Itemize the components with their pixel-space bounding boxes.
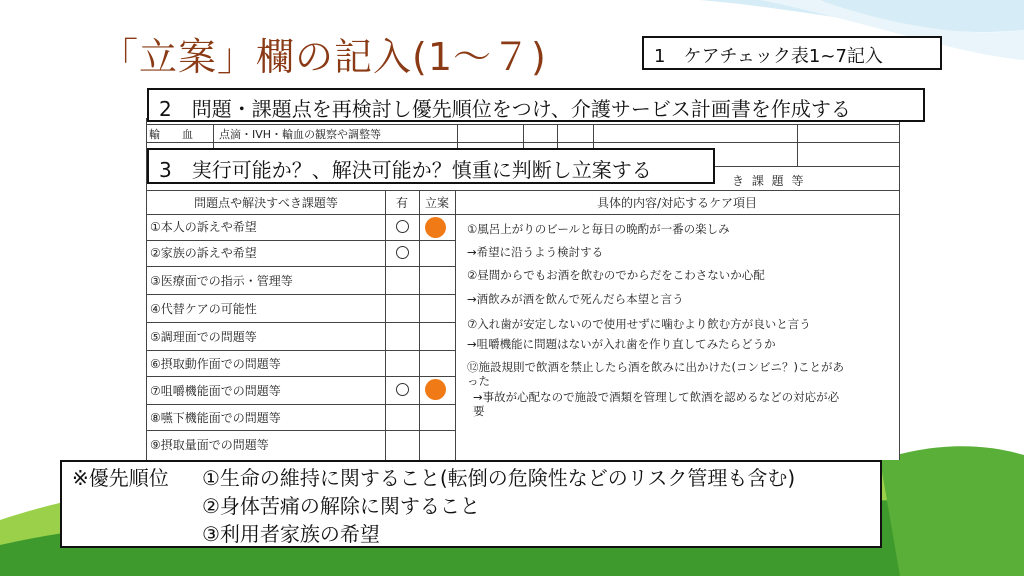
sheet-rule: [419, 190, 420, 460]
plan-dot: [425, 379, 446, 400]
priority-item: ②身体苦痛の解除に関すること: [202, 494, 480, 518]
issue-row-label: ②家族の訴えや希望: [150, 246, 257, 260]
slide-title: 「立案」欄の記入(1～７): [100, 35, 547, 79]
plan-dot: [425, 217, 446, 238]
row-divider: [147, 240, 455, 241]
row-divider: [147, 350, 455, 351]
row-divider: [147, 404, 455, 405]
priority-row: [72, 492, 870, 520]
priority-indent: [72, 520, 202, 548]
priority-item: ①生命の維持に関すること(転倒の危険性などのリスク管理も含む): [202, 466, 796, 490]
row-divider: [147, 430, 455, 431]
priority-row: [72, 520, 870, 548]
present-mark: [396, 220, 409, 233]
step3-callout: 3 実行可能か？、解決可能か？慎重に判断し立案する: [147, 148, 715, 184]
content-line: →希望に沿うよう検討する: [467, 245, 604, 259]
content-line: ①風呂上がりのビールと毎日の晩酌が一番の楽しみ: [467, 222, 730, 236]
content-line: ⑫施設規則で飲酒を禁止したら酒を飲みに出かけた(コンビニ？)ことがあった: [467, 360, 844, 388]
sheet-rule: [147, 190, 899, 191]
pre-row-text: 点滴・IVH・輸血の観察や調整等: [219, 128, 382, 141]
issue-row-label: ⑦咀嚼機能面での問題等: [150, 384, 281, 398]
col-header-plan: 立案: [424, 196, 449, 210]
step2-callout: 2 問題・課題点を再検討し優先順位をつけ、介護サービス計画書を作成する: [147, 88, 925, 122]
sheet-rule: [385, 190, 386, 460]
sheet-rule: [455, 190, 456, 460]
issue-row-label: ④代替ケアの可能性: [150, 302, 257, 316]
row-divider: [147, 294, 455, 295]
sheet-rule: [147, 214, 899, 215]
priority-indent: [72, 492, 202, 520]
row-divider: [147, 266, 455, 267]
col-header-issue: 問題点や解決すべき課題等: [194, 196, 338, 210]
col-header-present: 有: [395, 196, 408, 210]
priority-row: [72, 464, 870, 492]
present-mark: [396, 383, 409, 396]
step1-callout: 1 ケアチェック表1~7記入: [642, 36, 942, 70]
content-line: ②昼間からでもお酒を飲むのでからだをこわさないか心配: [467, 268, 765, 282]
issue-row-label: ⑤調理面での問題等: [150, 330, 257, 344]
partial-header: き 課 題 等: [732, 174, 806, 188]
priority-label: ※優先順位: [72, 466, 169, 490]
issue-row-label: ⑥摂取動作面での問題等: [150, 357, 281, 371]
content-line: →酒飲みが酒を飲んで死んだら本望と言う: [467, 292, 684, 306]
row-divider: [147, 322, 455, 323]
issue-row-label: ⑨摂取量面での問題等: [150, 438, 269, 452]
issue-row-label: ①本人の訴えや希望: [150, 220, 257, 234]
content-line: →咀嚼機能に問題はないが入れ歯を作り直してみたらどうか: [467, 337, 776, 351]
priority-box: [60, 460, 882, 548]
issue-row-label: ⑧嚥下機能面での問題等: [150, 411, 281, 425]
sheet-rule: [147, 142, 899, 143]
row-divider: [147, 376, 455, 377]
pre-row-label: 輸 血: [149, 128, 193, 141]
issue-row-label: ③医療面での指示・管理等: [150, 274, 293, 288]
col-header-content: 具体的内容/対応するケア項目: [596, 196, 758, 210]
priority-item: ③利用者家族の希望: [202, 522, 380, 546]
content-line: ⑦入れ歯が安定しないので使用せずに噛むより飲む方が良いと言う: [467, 317, 811, 331]
sheet-rule: [797, 124, 798, 166]
content-line: →事故が心配なので施設で酒類を管理して飲酒を認めるなどの対応が必要: [473, 390, 840, 418]
present-mark: [396, 246, 409, 259]
